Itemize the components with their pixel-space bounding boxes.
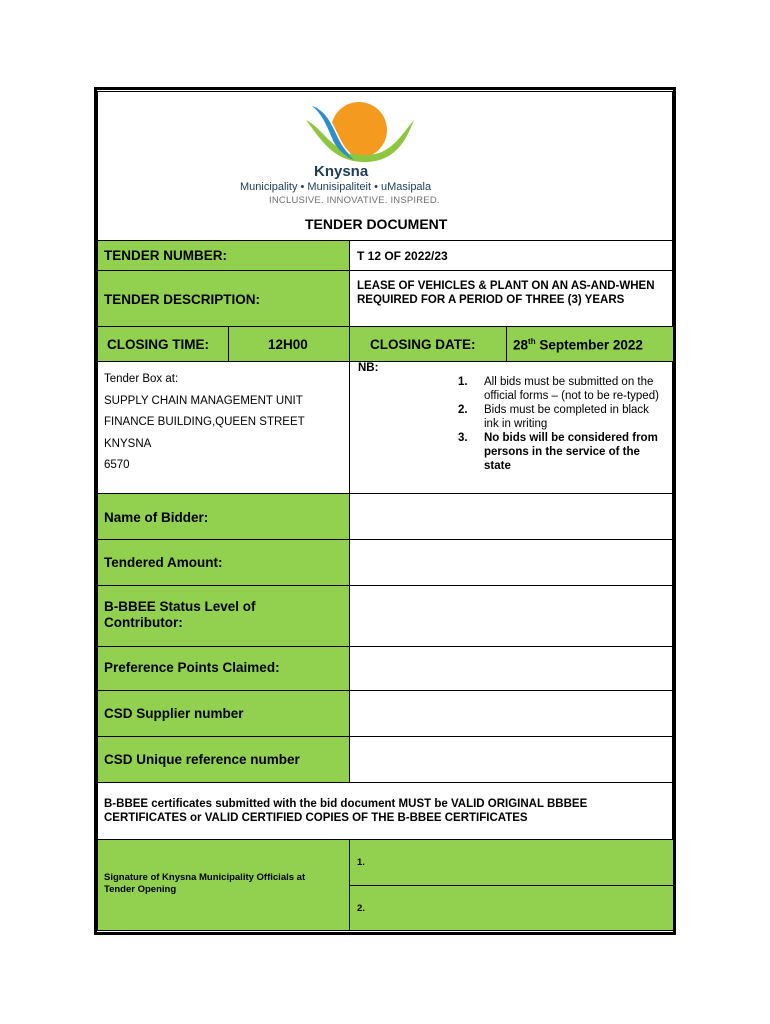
nb-item: 2. Bids must be completed in black ink in writing (458, 404, 649, 430)
bbbee-status-label: B-BBEE Status Level of Contributor: (104, 599, 256, 630)
closing-date-label: CLOSING DATE: (370, 337, 476, 352)
nb-list (458, 375, 666, 473)
tender-box-line: KNYSNA (104, 437, 152, 450)
csd-unique-reference-field[interactable] (351, 738, 672, 781)
bbbee-status-field[interactable] (351, 587, 672, 645)
csd-unique-reference-label: CSD Unique reference number (104, 752, 300, 767)
logo-subtitle: Municipality • Munisipaliteit • uMasipala (240, 181, 432, 193)
tender-description-value: LEASE OF VEHICLES & PLANT ON AN AS-AND-WHEN REQUIRED FOR A PERIOD OF THREE (3) YEARS (357, 280, 655, 306)
closing-date-day: 28 (513, 337, 529, 353)
closing-time-label: CLOSING TIME: (107, 337, 209, 352)
nb-item: 3. No bids will be considered from persons in the service of the state (458, 432, 658, 472)
closing-date-suffix: th (528, 337, 536, 346)
fields-label-column (98, 494, 349, 782)
closing-time-value: 12H00 (268, 337, 308, 352)
tender-description-label: TENDER DESCRIPTION: (104, 292, 261, 307)
nb-item: 1. All bids must be submitted on the official forms – (not to be re-typed) (458, 376, 659, 402)
preference-points-field[interactable] (351, 648, 672, 689)
signature-label: Signature of Knysna Municipality Officials at Tender Opening (104, 872, 306, 895)
tender-box-line: FINANCE BUILDING,QUEEN STREET (104, 416, 305, 428)
tender-box-line: 6570 (104, 459, 130, 471)
preference-points-label: Preference Points Claimed: (104, 660, 280, 675)
csd-supplier-number-field[interactable] (351, 692, 672, 735)
csd-supplier-number-label: CSD Supplier number (104, 706, 244, 721)
tendered-amount-field[interactable] (351, 541, 672, 584)
knysna-logo-graphic (236, 100, 480, 170)
logo-tagline: INCLUSIVE. INNOVATIVE. INSPIRED. (269, 195, 440, 206)
nb-label: NB: (358, 362, 379, 374)
tender-box-line: SUPPLY CHAIN MANAGEMENT UNIT (104, 394, 303, 407)
closing-date-rest: September 2022 (535, 337, 643, 353)
tendered-amount-label: Tendered Amount: (104, 555, 223, 570)
name-of-bidder-field[interactable] (351, 495, 672, 538)
signature-slot-2[interactable]: 2. (357, 903, 365, 914)
tender-box-address (104, 369, 305, 477)
bbbee-certificate-note: B-BBEE certificates submitted with the bid document MUST be VALID ORIGINAL BBBEE CERTIFICATES or VALID CERTIFIED COPIES OF THE B-BBEE CERTIFICATES (104, 798, 588, 824)
tender-box-line: Tender Box at: (104, 373, 179, 385)
tender-number-value: T 12 OF 2022/23 (357, 249, 448, 263)
closing-date-value (513, 337, 643, 353)
tender-number-label: TENDER NUMBER: (104, 248, 227, 263)
document-title: TENDER DOCUMENT (305, 216, 448, 232)
logo-name: Knysna (314, 163, 369, 180)
signature-slot-1[interactable]: 1. (357, 857, 365, 868)
name-of-bidder-label: Name of Bidder: (104, 510, 209, 525)
